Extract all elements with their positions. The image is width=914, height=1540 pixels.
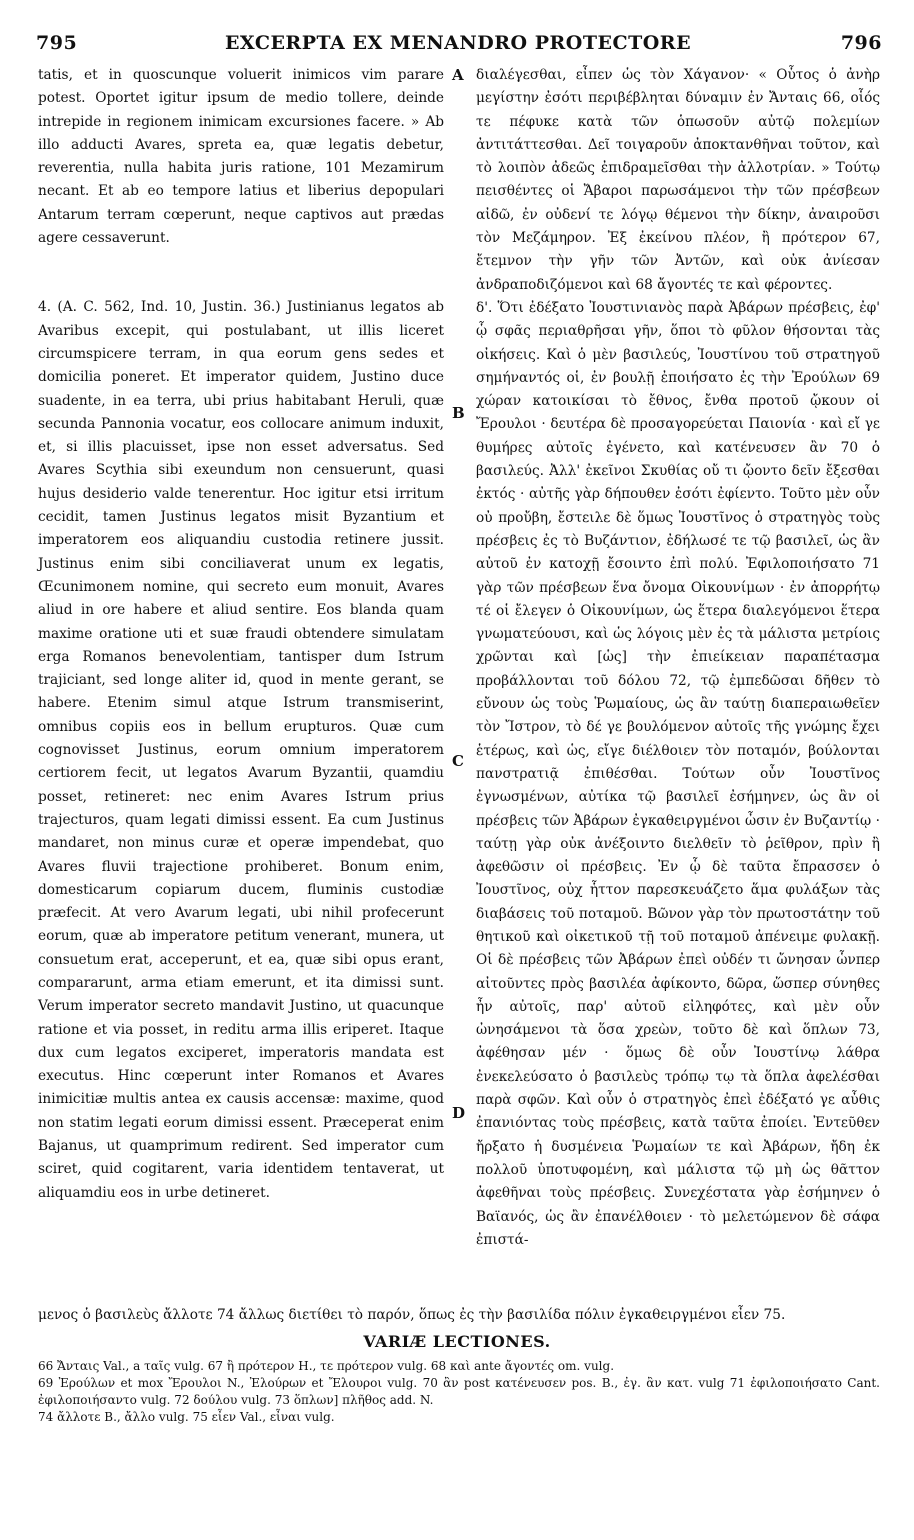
variae-lectiones-notes — [38, 1358, 880, 1426]
section-marker-b: B — [452, 404, 465, 422]
greek-continuation-line: μενος ὁ βασιλεὺς ἄλλοτε 74 ἄλλως διετίθει τὸ παρόν, ὅπως ἐς τὴν βασιλίδα πόλιν ἐγκαθειργμένοι εἶεν 75. — [38, 1307, 786, 1323]
note-line-1: 66 Ἄνταις Val., a ταῖς vulg. 67 ἢ πρότερον H., τε πρότερον vulg. 68 καὶ ante ἄγοντές om. vulg. — [38, 1359, 615, 1373]
latin-paragraph-1: tatis, et in quoscunque voluerit inimicos vim parare potest. Oportet igitur ipsum de medio tollere, deinde intrepide in regionem inimicam excursiones facere. » Ab illo adducti Avares, spreta ea, quæ legatis debetur, reverentia, nulla habita juris ratione, 101 Mezamirum necant. Et ab eo tempore latius et liberius depopulari Antarum terram cœperunt, neque captivos aut prædas agere cessaverunt. — [38, 67, 444, 247]
section-marker-d: D — [452, 1104, 466, 1122]
running-title: EXCERPTA EX MENANDRO PROTECTORE — [224, 32, 692, 54]
section-marker-a: A — [452, 66, 464, 84]
section-marker-c: C — [452, 752, 464, 770]
latin-column — [38, 64, 444, 1205]
greek-continuation — [38, 1304, 880, 1327]
greek-paragraph-2: δ'. Ὅτι ἐδέξατο Ἰουστινιανὸς παρὰ Ἀβάρων πρέσβεις, ἐφ' ᾧ σφᾶς περιαθρῆσαι γῆν, ὅποι τὸ φῦλον θήσονται τὰς οἰκήσεις. Καὶ ὁ μὲν βασιλεύς, Ἰουστίνου τοῦ στρατηγοῦ σημήναντός οἱ, ἐν βουλῇ ἐποιήσατο ἐς τὴν Ἐρούλων 69 χώραν κατοικίσαι τὸ ἔθνος, ἔνθα προτοῦ ᾤκουν οἱ Ἔρουλοι · δευτέρα δὲ προσαγορεύεται Παιονία · καὶ εἴ γε θυμήρες αὐτοῖς ἐγένετο, καὶ κατένευσεν ἂν 70 ὁ βασιλεύς. Ἀλλ' ἐκεῖνοι Σκυθίας οὔ τι ᾤοντο δεῖν ἔξεσθαι ἐκτός · αὐτῆς γὰρ δήπουθεν ἐσότι ἐφίεντο. Τοῦτο μὲν οὖν οὐ προὔβη, ἔστειλε δὲ ὅμως Ἰουστῖνος ὁ στρατηγὸς τοὺς πρέσβεις ἐς τὸ Βυζάντιον, ἐδήλωσέ τε τῷ βασιλεῖ, ὡς ἂν αὐτοῦ ἐν κατοχῇ ἔσοιντο ἐπὶ πολύ. Ἐφιλοποιήσατο 71 γὰρ τῶν πρέσβεων ἕνα ὄνομα Οἰκουνίμων · ἐν ἀπορρήτῳ τέ οἱ ἔλεγεν ὁ Οἰκουνίμων, ὡς ἕτερα διαλεγόμενοι ἕτερα γνωματεύουσι, καὶ ὡς λόγοις μὲν ἐς τὰ μάλιστα μετρίοις χρῶνται καὶ [ὡς] τὴν ἐπιείκειαν παραπέτασμα προβάλλονται τοῦ δόλου 72, τῷ ἐμπεδῶσαι δῆθεν τὸ εὔνουν ὡς τοὺς Ῥωμαίους, ὡς ἂν ταύτῃ διαπεραιωθεῖεν τὸν Ἴστρον, τὸ δέ γε βουλόμενον αὐτοῖς τῆς γνώμης ἔχει ἑτέρως, καὶ ὡς, εἴγε διέλθοιεν τὸν ποταμόν, βούλονται πανστρατιᾷ ἐπιθέσθαι. Τούτων οὖν Ἰουστῖνος ἐγνωσμένων, αὐτίκα τῷ βασιλεῖ ἐσήμηνεν, ὡς ἂν οἱ πρέσβεις τῶν Ἀβάρων ἐγκαθειργμένοι ὦσιν ἐν Βυζαντίῳ · ταύτῃ γὰρ οὐκ ἀνέξοιντο διελθεῖν τὸ ῥεῖθρον, πρὶν ἢ ἀφεθῶσιν οἱ πρέσβεις. Ἐν ᾧ δὲ ταῦτα ἔπρασσεν ὁ Ἰουστῖνος, οὐχ ἧττον παρεσκευάζετο ἅμα φυλάξων τὰς διαβάσεις τοῦ ποταμοῦ. Βῶνον γὰρ τὸν πρωτοστάτην τοῦ θητικοῦ καὶ οἰκετικοῦ τῇ τοῦ ποταμοῦ ἀπένειμε φυλακῇ. Οἱ δὲ πρέσβεις τῶν Ἀβάρων ἐπεὶ οὐδέν τι ὤνησαν ὧνπερ αἰτοῦντες πρὸς βασιλέα ἀφίκοντο, δῶρα, ὥσπερ σύνηθες ἦν αὐτοῖς, παρ' αὐτοῦ εἰληφότες, καὶ μὲν οὖν ὠνησάμενοι τὰ ὅσα χρεὼν, τοῦτο δὲ καὶ ὅπλων 73, ἀφέθησαν μέν · ὅμως δὲ οὖν Ἰουστίνῳ λάθρα ἐνεκελεύσατο ὁ βασιλεὺς τρόπῳ τῳ τὰ ὅπλα ἀφελέσθαι παρὰ σφῶν. Καὶ οὖν ὁ στρατηγὸς ἐπεὶ ἐδέξατό γε αὖθις ἐπανιόντας τοὺς πρέσβεις, κατὰ ταῦτα ἐποίει. Ἐντεῦθεν ἤρξατο ἡ δυσμένεια Ῥωμαίων τε καὶ Ἀβάρων, ἤδη ἐκ πολλοῦ ὑποτυφομένη, καὶ μάλιστα τῷ μὴ ὡς θᾶττον ἀφεθῆναι τοὺς πρέσβεις. Συνεχέστατα γὰρ ἐσήμηνεν ὁ Βαϊανός, ὡς ἂν ἐπανέλθοιεν · τὸ μελετώμενον δὲ σάφα ἐπιστά- — [476, 299, 880, 1248]
greek-column — [476, 64, 880, 1252]
latin-paragraph-2: 4. (A. C. 562, Ind. 10, Justin. 36.) Justinianus legatos ab Avaribus excepit, qui postulabant, ut illis liceret circumspicere terram, in qua eorum gens sedes et domicilia poneret. Et imperator quidem, Justino duce suadente, in ea terra, ubi prius habitabant Heruli, quæ secunda Pannonia vocatur, eos collocare animum induxit, et, si illis placuisset, ipse non esset adversatus. Sed Avares Scythia sibi exeundum non censuerunt, quasi hujus desiderio valde tenerentur. Hoc igitur etsi irritum cecidit, tamen Justinus legatos misit Byzantium et imperatorem eos aliquandiu custodia retinere jussit. Justinus enim sibi conciliaverat unum ex legatis, Œcunimonem nomine, qui secreto eum monuit, Avares aliud in ore habere et aliud sentire. Eos blanda quam maxime oratione uti et suæ fraudi obtendere simulatam erga Romanos benevolentiam, tantisper dum Istrum trajiciant, sed longe aliter id, quod in mente gerant, se habere. Etenim simul atque Istrum transmiserint, omnibus copiis eos in bellum erupturos. Quæ cum cognovisset Justinus, eorum omnium imperatorem certiorem fecit, ut legatos Avarum Byzantii, quamdiu posset, retineret: nec enim Avares Istrum prius trajecturos, quam legati dimissi essent. Ea cum Justinus mandaret, non minus curæ et operæ impendebat, quo Avares fluvii trajectione prohiberet. Bonum enim, domesticarum copiarum ducem, fluminis custodiæ præfecit. At vero Avarum legati, ubi nihil profecerunt eorum, quæ ab imperatore petitum venerant, munera, ut consuetum erat, acceperunt, et ea, quæ sibi opus erant, compararunt, arma etiam emerunt, et ita dimissi sunt. Verum imperator secreto mandavit Justino, ut quacunque ratione et via posset, in reditu arma illis eriperet. Itaque dux cum legatos exciperet, imperatoris mandata est executus. Hinc cœperunt inter Romanos et Avares inimicitiæ multis antea ex causis accensæ: maxime, quod non statim legati eorum dimissi essent. Præceperat enim Bajanus, ut quamprimum redirent. Sed imperator cum sciret, quid cogitarent, varia identidem tentaverat, ut aliquamdiu eos in urbe detineret. — [38, 299, 444, 1201]
variae-lectiones-heading: VARIÆ LECTIONES. — [363, 1332, 551, 1351]
page-number-left: 795 — [36, 32, 78, 54]
running-header — [30, 32, 886, 58]
note-line-2: 69 Ἐρούλων et mox Ἔρουλοι N., Ἐλούρων et Ἔλουροι vulg. 70 ἂν post κατένευσεν pos. B., ἐγ. ἂν κατ. vulg 71 ἐφιλοποιήσατο Cant. ἐφιλοποιήσαντο vulg. 72 δούλου vulg. 73 ὅπλων] πλῆθος add. N. — [38, 1376, 880, 1407]
note-line-3: 74 ἄλλοτε B., ἄλλο vulg. 75 εἶεν Val., εἶναι vulg. — [38, 1410, 335, 1424]
page-number-right: 796 — [840, 32, 882, 54]
greek-paragraph-1: διαλέγεσθαι, εἶπεν ὡς τὸν Χάγανον· « Οὗτος ὁ ἀνὴρ μεγίστην ἐσότι περιβέβληται δύναμιν ἐν Ἄνταις 66, οἷός τε πέφυκε κατὰ τῶν ὁπωσοῦν αὐτῷ πολεμίων ἀντιτάττεσθαι. Δεῖ τοιγαροῦν ἀποκτανθῆναι τοῦτον, καὶ τὸ λοιπὸν ἀδεῶς ἐπιδραμεῖσθαι τὴν ἀλλοτρίαν. » Τούτῳ πεισθέντες οἱ Ἄβαροι παρωσάμενοι τὴν τῶν πρέσβεων αἰδῶ, ἐν οὐδενί τε λόγῳ θέμενοι τὴν δίκην, ἀναιροῦσι τὸν Μεζάμηρον. Ἐξ ἐκείνου πλέον, ἢ πρότερον 67, ἔτεμνον τὴν γῆν τῶν Ἀντῶν, καὶ οὐκ ἀνίεσαν ἀνδραποδιζόμενοι καὶ 68 ἄγοντές τε καὶ φέροντες. — [476, 67, 880, 293]
